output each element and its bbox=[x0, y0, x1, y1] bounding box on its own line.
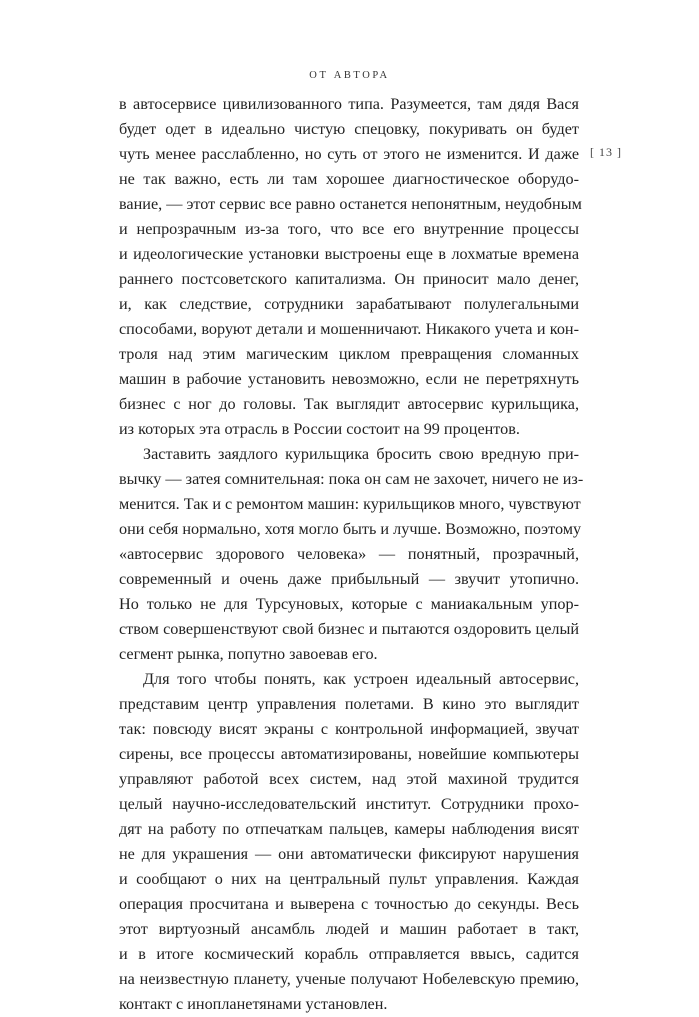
text-line: не так важно, есть ли там хорошее диагностическое оборудо- bbox=[119, 170, 579, 188]
text-line: и непрозрачным из-за того, что все его внутренние процессы bbox=[119, 220, 579, 238]
text-line: управляют работой всех систем, над этой махиной трудится bbox=[119, 770, 579, 788]
text-line: будет одет в идеально чистую спецовку, покуривать он будет bbox=[119, 120, 579, 138]
text-line: и сообщают о них на центральный пульт управления. Каждая bbox=[119, 870, 579, 888]
text-line: менится. Так и с ремонтом машин: курильщиков много, чувствуют bbox=[119, 495, 581, 513]
text-line: Для того чтобы понять, как устроен идеальный автосервис, bbox=[143, 670, 579, 688]
text-line: вание, — этот сервис все равно останется непонятным, неудобным bbox=[119, 195, 582, 213]
body-text bbox=[119, 92, 584, 1017]
text-line: чуть менее расслабленно, но суть от этого не изменится. И даже bbox=[119, 145, 579, 163]
text-line: и идеологические установки выстроены еще в лохматые времена bbox=[119, 245, 579, 263]
text-line: представим центр управления полетами. В кино это выглядит bbox=[119, 695, 579, 713]
text-line: и, как следствие, сотрудники зарабатывают полулегальными bbox=[119, 295, 579, 313]
text-line: сегмент рынка, попутно завоевав его. bbox=[119, 645, 378, 663]
text-line: они себя нормально, хотя могло быть и лучше. Возможно, поэтому bbox=[119, 520, 582, 538]
text-line: так: повсюду висят экраны с контрольной информацией, звучат bbox=[119, 720, 579, 738]
text-line: ством совершенствуют свой бизнес и пытаются оздоровить целый bbox=[119, 620, 579, 638]
text-line: способами, воруют детали и мошенничают. Никакого учета и кон- bbox=[119, 320, 579, 338]
text-line: не для украшения — они автоматически фиксируют нарушения bbox=[119, 845, 579, 863]
text-line: из которых эта отрасль в России состоит на 99 процентов. bbox=[119, 420, 520, 438]
text-line: операция просчитана и выверена с точностью до секунды. Весь bbox=[119, 895, 579, 913]
paragraph bbox=[119, 667, 579, 1017]
text-line: вычку — затея сомнительная: пока он сам не захочет, ничего не из- bbox=[119, 470, 584, 488]
text-line: дят на работу по отпечаткам пальцев, камеры наблюдения висят bbox=[119, 820, 579, 838]
paragraph bbox=[119, 442, 584, 667]
page-number: [ 13 ] bbox=[590, 145, 622, 159]
text-line: в автосервисе цивилизованного типа. Разумеется, там дядя Вася bbox=[119, 95, 579, 113]
running-head: ОТ АВТОРА bbox=[309, 70, 390, 81]
text-line: современный и очень даже прибыльный — звучит утопично. bbox=[119, 570, 579, 588]
text-line: Но только не для Турсуновых, которые с маниакальным упор- bbox=[119, 595, 579, 613]
text-line: сирены, все процессы автоматизированы, новейшие компьютеры bbox=[119, 745, 579, 763]
text-line: на неизвестную планету, ученые получают Нобелевскую премию, bbox=[119, 970, 579, 988]
text-line: троля над этим магическим циклом превращения сломанных bbox=[119, 345, 579, 363]
text-line: этот виртуозный ансамбль людей и машин работает в такт, bbox=[119, 920, 579, 938]
text-line: бизнес с ног до головы. Так выглядит автосервис курильщика, bbox=[119, 395, 579, 413]
paragraph bbox=[119, 92, 582, 442]
text-line: Заставить заядлого курильщика бросить свою вредную при- bbox=[143, 445, 579, 463]
text-line: и в итоге космический корабль отправляется ввысь, садится bbox=[119, 945, 579, 963]
text-line: машин в рабочие установить невозможно, если не перетряхнуть bbox=[119, 370, 579, 388]
text-line: раннего постсоветского капитализма. Он приносит мало денег, bbox=[119, 270, 579, 288]
text-line: целый научно-исследовательский институт. Сотрудники прохо- bbox=[119, 795, 579, 813]
text-line: контакт с инопланетянами установлен. bbox=[119, 995, 388, 1013]
text-line: «автосервис здорового человека» — понятный, прозрачный, bbox=[119, 545, 579, 563]
